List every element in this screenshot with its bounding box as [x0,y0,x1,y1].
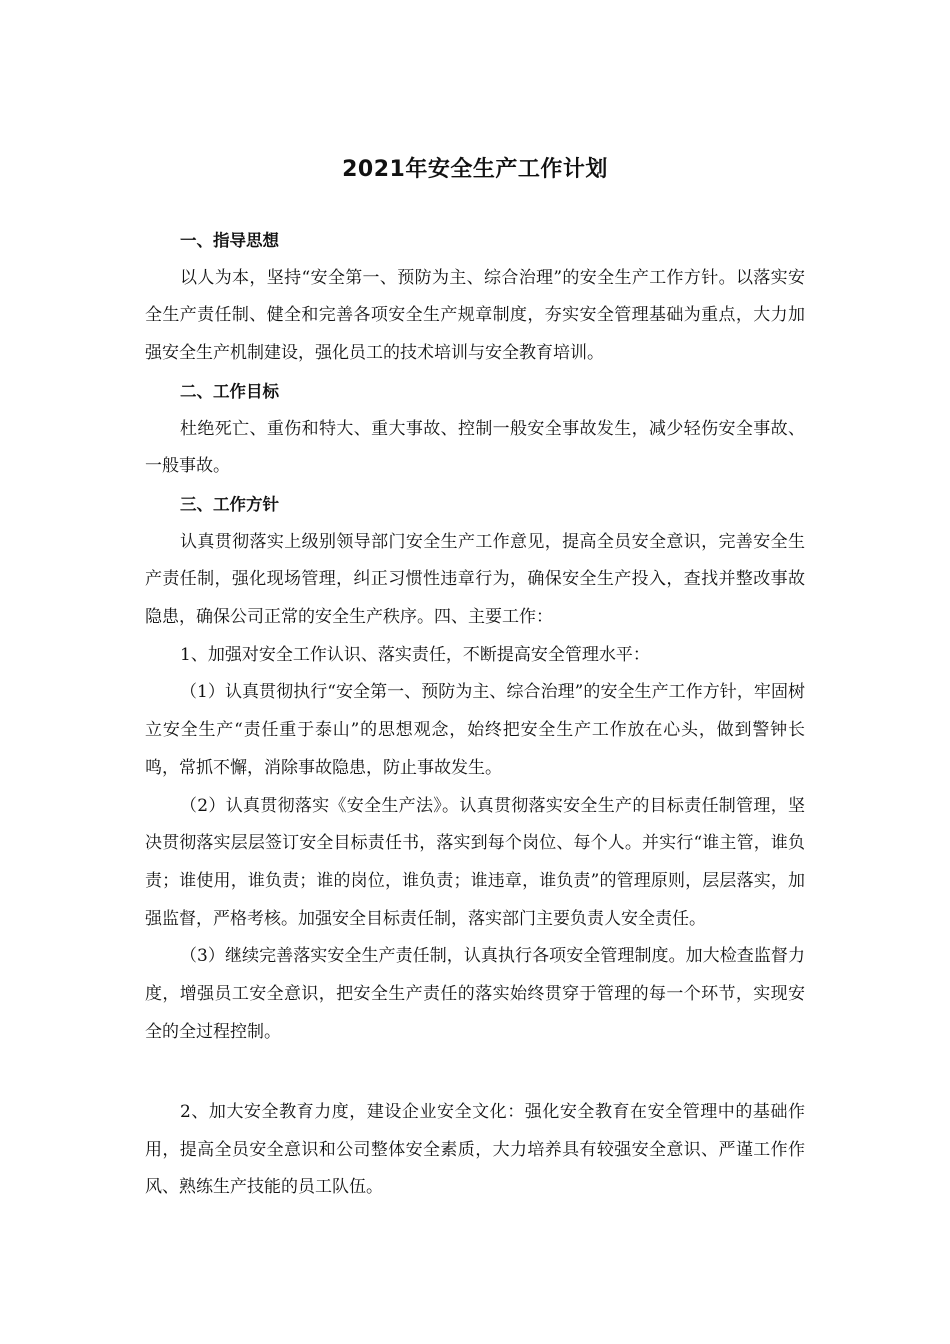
paragraph-guiding-ideology: 以人为本，坚持“安全第一、预防为主、综合治理”的安全生产工作方针。以落实安全生产责任制、健全和完善各项安全生产规章制度，夯实安全管理基础为重点，大力加强安全生产机制建设，强化员工的技术培训与安全教育培训。 [145,267,805,364]
document-body-continued [145,1094,805,1207]
paragraph-item-1-1: （1）认真贯彻执行“安全第一、预防为主、综合治理”的安全生产工作方针，牢固树立安全生产“责任重于泰山”的思想观念，始终把安全生产工作放在心头，做到警钟长鸣，常抓不懈，消除事故隐患，防止事故发生。 [145,682,805,778]
paragraph-work-policy: 认真贯彻落实上级别领导部门安全生产工作意见，提高全员安全意识，完善安全生产责任制，强化现场管理，纠正习惯性违章行为，确保安全生产投入，查找并整改事故隐患，确保公司正常的安全生产秩序。四、主要工作： [145,531,805,628]
paragraph-item-1-2: （2）认真贯彻落实《安全生产法》。认真贯彻落实安全生产的目标责任制管理，坚决贯彻落实层层签订安全目标责任书，落实到每个岗位、每个人。并实行“谁主管，谁负责；谁使用，谁负责；谁的岗位，谁负责；谁违章，谁负责”的管理原则，层层落实，加强监督，严格考核。加强安全目标责任制，落实部门主要负责人安全责任。 [145,795,805,929]
document-title: 2021年安全生产工作计划 [342,157,608,182]
document-body [145,222,805,1051]
section-heading-work-goals: 二、工作目标 [180,381,279,401]
paragraph-work-goals: 杜绝死亡、重伤和特大、重大事故、控制一般安全事故发生，减少轻伤安全事故、一般事故。 [145,418,805,477]
paragraph-item-1-3: （3）继续完善落实安全生产责任制，认真执行各项安全管理制度。加大检查监督力度，增强员工安全意识，把安全生产责任的落实始终贯穿于管理的每一个环节，实现安全的全过程控制。 [145,946,805,1042]
section-heading-work-policy: 三、工作方针 [180,494,279,514]
section-heading-guiding-ideology: 一、指导思想 [180,231,279,250]
paragraph-item-1: 1、加强对安全工作认识、落实责任，不断提高安全管理水平： [180,644,650,665]
paragraph-item-2: 2、加大安全教育力度，建设企业安全文化：强化安全教育在安全管理中的基础作用，提高全员安全意识和公司整体安全素质，大力培养具有较强安全意识、严谨工作作风、熟练生产技能的员工队伍。 [145,1102,805,1198]
